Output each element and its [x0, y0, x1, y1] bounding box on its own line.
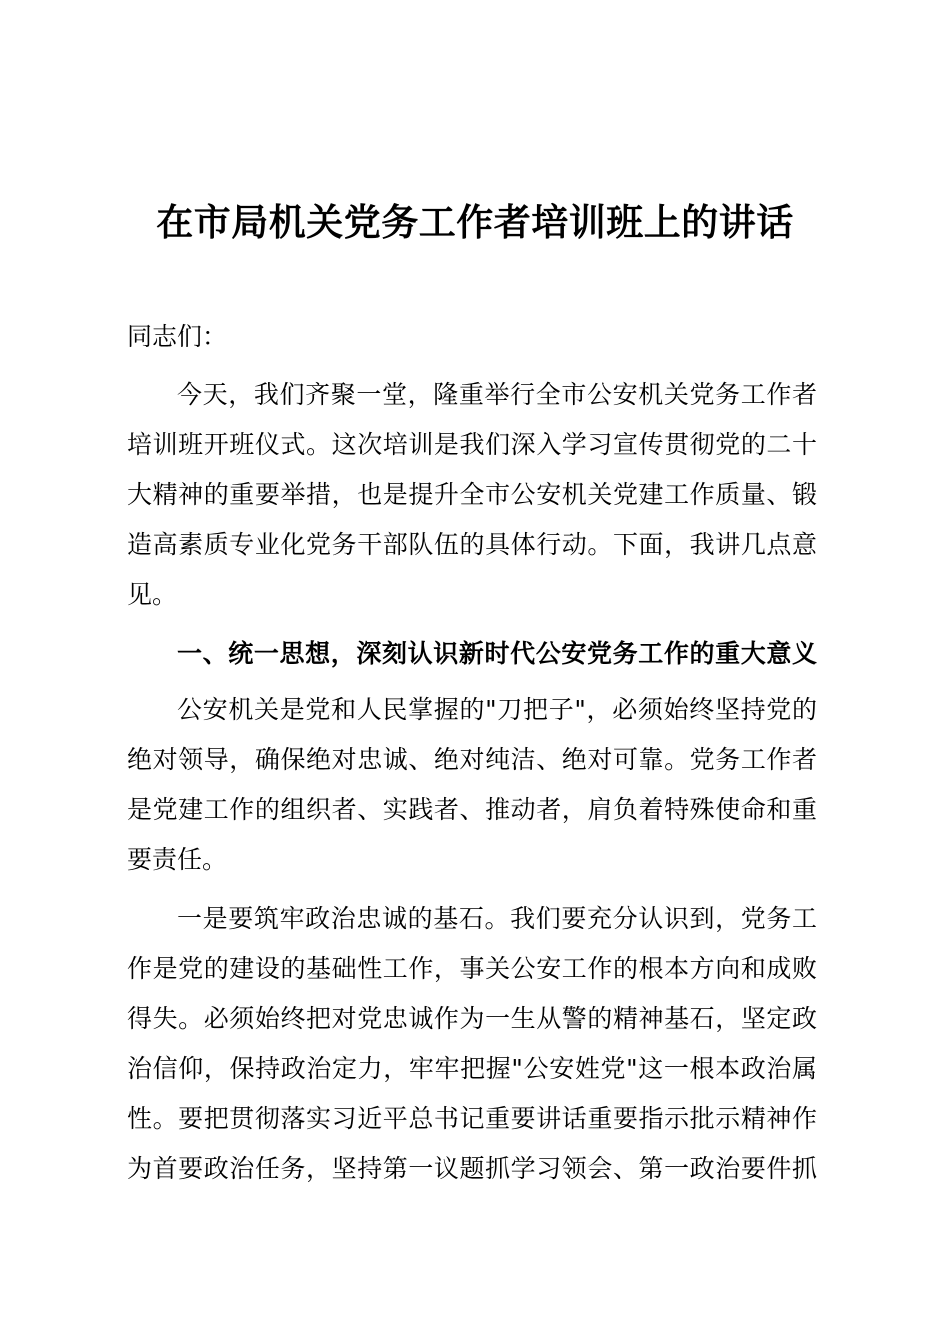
paragraph-line: 培训班开班仪式。这次培训是我们深入学习宣传贯彻党的二十: [127, 430, 817, 459]
paragraph-line: 绝对领导，确保绝对忠诚、绝对纯洁、绝对可靠。党务工作者: [127, 745, 817, 774]
paragraph-line: 作是党的建设的基础性工作，事关公安工作的根本方向和成败: [127, 954, 817, 983]
heading-line: 一、统一思想，深刻认识新时代公安党务工作的重大意义: [177, 639, 817, 668]
paragraph-opening: [127, 370, 817, 620]
paragraph-line: 是党建工作的组织者、实践者、推动者，肩负着特殊使命和重: [127, 795, 817, 824]
paragraph-police-role: [127, 685, 817, 885]
paragraph-line: 治信仰，保持政治定力，牢牢把握"公安姓党"这一根本政治属: [127, 1054, 817, 1083]
paragraph-political-loyalty: [127, 894, 817, 1194]
paragraph-line: 造高素质专业化党务干部队伍的具体行动。下面，我讲几点意: [127, 530, 817, 559]
paragraph-line: 性。要把贯彻落实习近平总书记重要讲话重要指示批示精神作: [127, 1104, 817, 1133]
paragraph-line: 大精神的重要举措，也是提升全市公安机关党建工作质量、锻: [127, 480, 817, 509]
paragraph-line: 一是要筑牢政治忠诚的基石。我们要充分认识到，党务工: [177, 904, 817, 933]
salutation: 同志们：: [127, 322, 228, 351]
paragraph-line: 得失。必须始终把对党忠诚作为一生从警的精神基石，坚定政: [127, 1004, 817, 1033]
paragraph-line: 见。: [127, 580, 178, 609]
paragraph-line: 要责任。: [127, 845, 228, 874]
paragraph-line: 为首要政治任务，坚持第一议题抓学习领会、第一政治要件抓: [127, 1154, 817, 1183]
paragraph-line: 今天，我们齐聚一堂，隆重举行全市公安机关党务工作者: [177, 380, 817, 409]
section-heading-1: [127, 629, 817, 679]
document-title: 在市局机关党务工作者培训班上的讲话: [156, 201, 794, 244]
paragraph-line: 公安机关是党和人民掌握的"刀把子"，必须始终坚持党的: [177, 695, 817, 724]
